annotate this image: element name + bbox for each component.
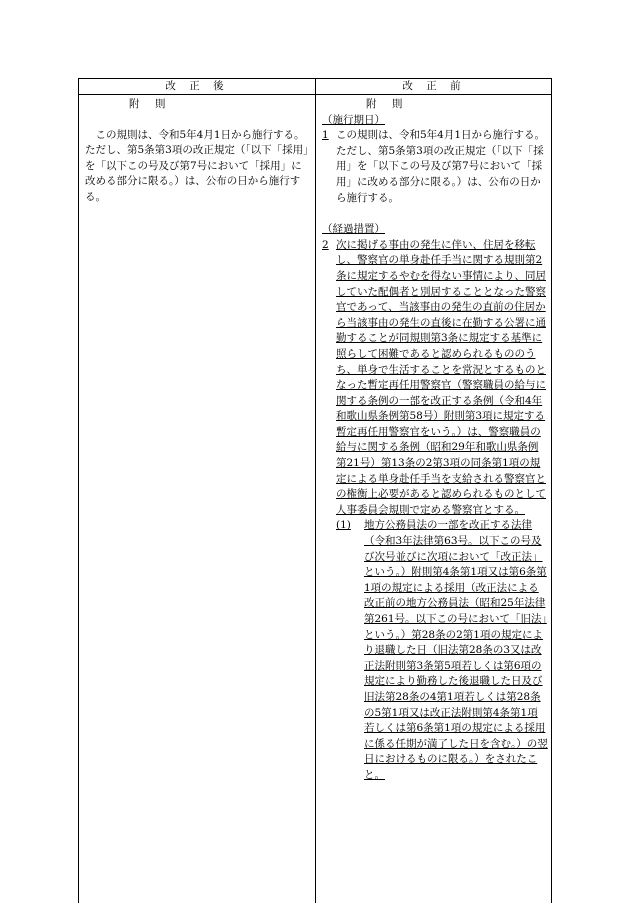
item-2-number: 2 xyxy=(322,238,329,251)
comparison-table xyxy=(78,78,552,903)
header-before: 改 正 前 xyxy=(402,80,466,92)
after-column xyxy=(85,97,311,206)
item-1-number: 1 xyxy=(322,129,329,142)
sub-item-1-number: (1) xyxy=(336,519,351,532)
header-after: 改 正 後 xyxy=(165,80,229,92)
item-1 xyxy=(322,128,548,206)
supplementary-provisions-title: 附 則 xyxy=(366,98,409,110)
column-divider xyxy=(315,79,316,903)
caption-effective-date: （施行期日） xyxy=(322,113,385,126)
effective-date-paragraph: この規則は、令和5年4月1日から施行する。ただし、第5条第3項の改正規定（「以下「採用」を「以下この号及び第7号において「採用」に改める部分に限る。）は、公布の日から施行する。 xyxy=(85,128,309,203)
caption-transitional-measures: （経過措置） xyxy=(322,223,385,236)
before-column xyxy=(322,97,548,784)
item-2-text: 次に掲げる事由の発生に伴い、住居を移転し、警察官の単身赴任手当に関する規則第2条に規定するやむを得ない事情により、同居していた配偶者と別居することとなった警察官であって、当該事由の発生の直前の住居から当該事由の発生の直後に在勤する公署に通勤することが同規則第3条に規定する基準に照らして困難であると認められるもののうち、単身で生活することを常況とするものとなった暫定再任用警察官（警察職員の給与に関する条例の一部を改正する条例（令和4年和歌山県条例第58号）附則第3項に規定する暫定再任用警察官をいう。）は、警察職員の給与に関する条例（昭和29年和歌山県条例第21号）第13条の2第3項の同条第1項の規定による単身赴任手当を支給される警察官との権衡上必要があると認められるものとして人事委員会規則で定める警察官とする。 xyxy=(336,238,546,516)
table-header-row xyxy=(79,79,551,95)
sub-item-1-text: 地方公務員法の一部を改正する法律（令和3年法律第63号。以下この号及び次号並びに次項において「改正法」という。）附則第4条第1項又は第6条第1項の規定による採用（改正法による改正前の地方公務員法（昭和25年法律第261号。以下この号において「旧法」という。）第28条の2第1項の規定により退職した日（旧法第28条の3又は改正法附則第3条第5項若しくは第6項の規定により勤務した後退職した日及び旧法第28条の4第1項若しくは第28条の5第1項又は改正法附則第4条第1項若しくは第6条第1項の規定による採用に係る任期が満了した日を含む。）の翌日におけるものに限る。）をされたこと。 xyxy=(364,519,548,781)
supplementary-provisions-title: 附 則 xyxy=(129,98,172,110)
item-2 xyxy=(322,238,548,519)
item-1-text: この規則は、令和5年4月1日から施行する。ただし、第5条第3項の改正規定（「以下「採用」を「以下この号及び第7号において「採用」に改める部分に限る。）は、公布の日から施行する。 xyxy=(336,129,546,204)
sub-item-1 xyxy=(336,518,548,783)
